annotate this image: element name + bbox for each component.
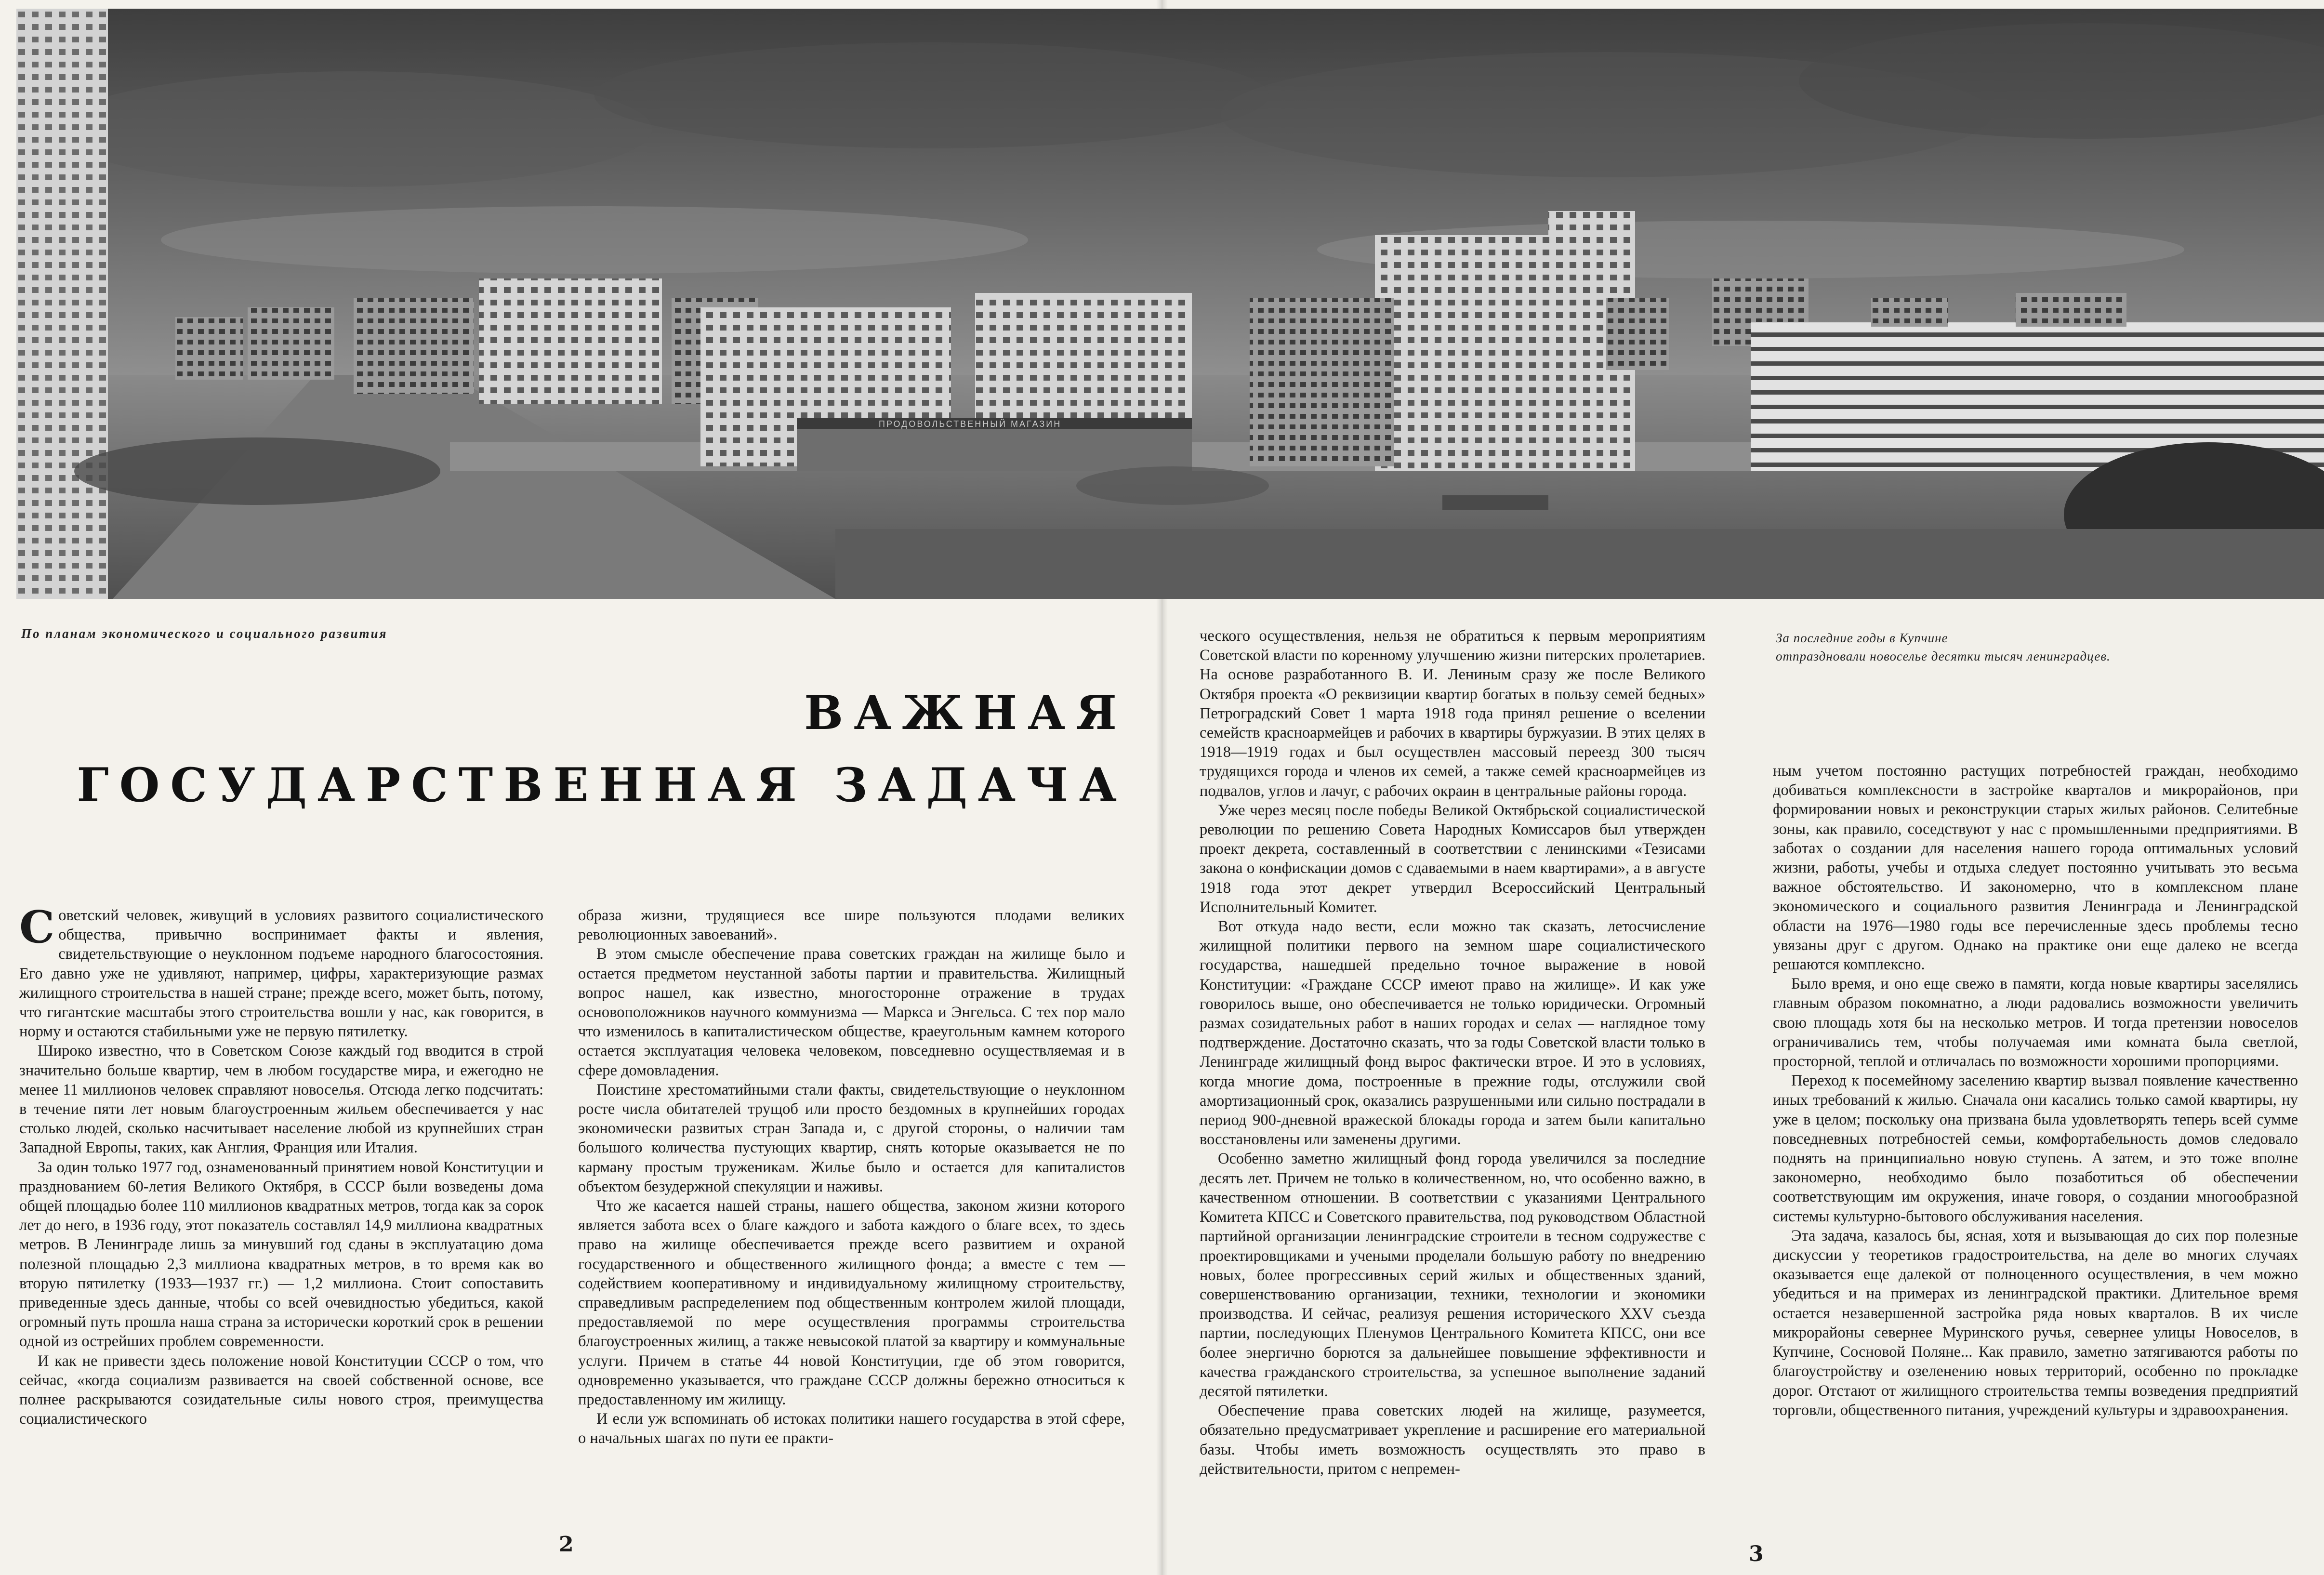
store-sign: ПРОДОВОЛЬСТВЕННЫЙ МАГАЗИН	[879, 419, 1062, 429]
paragraph: Переход к посемейному заселению квартир вызвал появление качественно иных требований к жилью. Сначала они касались только самой квартиры, ну уже в целом; поскольку она призвана была удовлетворять теперь всей сумме повседневных потребностей семьи, комфортабельность домов следовало поднять на принципиально новую ступень. А затем, и это тоже вполне закономерно, необходимо было позаботиться об обеспечении соответствующим им окружения, иначе говоря, о создании многообразной системы культурно-бытового обслуживания населения.	[1773, 1072, 2298, 1225]
text-column-1	[19, 901, 543, 1429]
text-column-2	[578, 906, 1125, 1448]
headline-line-1: ВАЖНАЯ	[804, 686, 1127, 740]
paragraph: Обеспечение права советских людей на жилище, разумеется, обязательно предусматривает укрепление и расширение его материальной базы. Чтобы иметь возможность осуществлять это право в действительности, притом с непремен-	[1200, 1402, 1705, 1478]
paragraph: ным учетом постоянно растущих потребностей граждан, необходимо добиваться комплексности в застройке кварталов и микрорайонов, при формировании новых и реконструкции старых жилых районов. Селитебные зоны, как правило, соседствуют у нас с промышленными предприятиями. В заботах о создании для населения нашего города оптимальных условий жизни, работы, учебы и отдыха следует постоянно учитывать это весьма важное обстоятельство. И закономерно, что в комплексном плане экономического и социального развития Ленинграда и Ленинградской области на 1976—1980 годы все перечисленные здесь проблемы тесно увязаны друг с другом. Однако на практике они еще далеко не всегда решаются комплексно.	[1773, 762, 2298, 974]
paragraph: И если уж вспоминать об истоках политики нашего государства в этой сфере, о начальных шагах по пути ее практи-	[578, 1410, 1125, 1447]
paragraph: Поистине хрестоматийными стали факты, свидетельствующие о неуклонном росте числа обитателей трущоб или просто бездомных в крупнейших городах экономически развитых стран Запада и, с другой стороны, о наличии там большого количества пустующих квартир, снять которые оказывается не по карману простым труженикам. Жилье было и остается для капиталистов объектом безудержной спекуляции и наживы.	[578, 1081, 1125, 1195]
paragraph: Вот откуда надо вести, если можно так сказать, летосчисление жилищной политики первого на земном шаре социалистического государства, нашедшей предельно точное выражение в новой Конституции: «Граждане СССР имеют право на жилище». И как уже говорилось выше, оно обеспечивается не только юридически. Огромный размах созидательных работ в наших городах и селах — наглядное тому подтверждение. Достаточно сказать, что за годы Советской власти только в Ленинграде жилищный фонд вырос фактически втрое. И это в условиях, когда многие дома, построенные в прежние годы, отслужили свой амортизационный срок, оказались разрушенными или сильно пострадали в период 900-дневной вражеской блокады города и затем были капитально восстановлены или заменены другими.	[1200, 918, 1705, 1149]
paragraph: Особенно заметно жилищный фонд города увеличился за последние десять лет. Причем не только в количественном, но, что особенно важно, в качественном отношении. В соответствии с указаниями Центрального Комитета КПСС и Советского правительства, под руководством Областной партийной организации ленинградские строители в тесном содружестве с проектировщиками и учеными проделали большую работу по внедрению новых, более прогрессивных серий жилых и общественных зданий, совершенствованию организации, техники, технологии и экономики производства. И сейчас, реализуя решения исторического XXV съезда партии, последующих Пленумов Центрального Комитета КПСС, они все более энергично борются за дальнейшее повышение эффективности и качества гражданского строительства, за успешное выполнение заданий десятой пятилетки.	[1200, 1150, 1705, 1400]
photo-caption-right	[1776, 629, 2306, 665]
photo-icon	[16, 9, 2324, 599]
paragraph: В этом смысле обеспечение права советских граждан на жилище было и остается предметом неустанной заботы партии и правительства. Жилищный вопрос нашел, как известно, многосторонне отражение в трудах основоположников научного коммунизма — Маркса и Энгельса. С тех пор мало что изменилось в капиталистическом обществе, краеугольным камнем которого остается эксплуатация человека человеком, повседневно осуществляемая и в сфере домовладения.	[578, 945, 1125, 1079]
article-headline	[14, 677, 1127, 821]
paragraph: И как не привести здесь положение новой Конституции СССР о том, что сейчас, «когда социализм развивается на своей собственной основе, все полнее раскрываются созидательные силы нового строя, преимущества социалистического	[19, 1352, 543, 1428]
page-number-left: 2	[559, 1532, 574, 1557]
caption-right-line2: отпраздновали новоселье десятки тысяч ленинградцев.	[1776, 649, 2111, 663]
paragraph: образа жизни, трудящиеся все шире пользуются плодами великих революционных завоеваний».	[578, 907, 1125, 944]
paragraph: За один только 1977 год, ознаменованный принятием новой Конституции и празднованием 60-летия Великого Октября, в СССР были возведены дома общей площадью более 110 миллионов квадратных метров, тогда как за сорок лет до него, в 1936 году, этот показатель составлял 14,9 миллиона квадратных метров. В Ленинграде лишь за минувший год сданы в эксплуатацию дома полезной площадью 2,3 миллиона квадратных метров, в то время как во вторую пятилетку (1933—1937 гг.) — 1,2 миллиона. Стоит сопоставить приведенные здесь данные, чтобы со всей очевидностью убедиться, какой огромный путь прошла наша страна за исторически короткий срок в решении одной из острейших проблем современности.	[19, 1158, 543, 1350]
paragraph	[19, 901, 543, 1041]
text-column-3	[1200, 626, 1705, 1479]
text-column-4	[1773, 761, 2298, 1420]
paragraph: Было время, и оно еще свежо в памяти, когда новые квартиры заселялись главным образом покомнатно, а люди радовались возможности увеличить свою площадь хотя бы на несколько метров. И тогда претензии новоселов ограничивались тем, чтобы получаемая ими комната была светлой, просторной, теплой и отличалась по возможности хорошими пропорциями.	[1773, 975, 2298, 1071]
paragraph: Эта задача, казалось бы, ясная, хотя и вызывающая до сих пор полезные дискуссии у теоретиков градостроительства, на деле во многих случаях оказывается еще далекой от полноценного осуществления, в чем можно убедиться и на примерах из ленинградской практики. Длительное время остается незавершенной застройка ряда новых кварталов. В их числе микрорайоны севернее Муринского ручья, севернее улицы Новоселов, в Купчине, Сосновой Поляне... Как правило, заметно затягиваются работы по благоустройству и озеленению новых территорий, особенно по прокладке дорог. Отстают от жилищного строительства темпы возведения предприятий торговли, общественного питания, учреждений культуры и здравоохранения.	[1773, 1227, 2298, 1419]
paragraph: Широко известно, что в Советском Союзе каждый год вводится в строй значительно больше квартир, чем в любом государстве мира, и ежегодно не менее 11 миллионов человек справляют новоселья. Отсюда легко подсчитать: в течение пяти лет новым благоустроенным жильем обеспечивается у нас столько людей, сколько насчитывает население любой из крупнейших стран Западной Европы, таких, как Англия, Франция или Италия.	[19, 1042, 543, 1157]
paragraph-text: оветский человек, живущий в условиях развитого социалистического общества, привычно воспринимает факты и явления, свидетельствующие о неуклонном подъеме народного благосостояния. Его давно уже не удивляют, например, цифры, характеризующие размах жилищного строительства в нашей стране; прежде всего, может быть, потому, что гигантские масштабы этого строительства вошли у нас, как говорится, в норму и остаются стабильными уже не первую пятилетку.	[19, 907, 543, 1041]
photo-caption-left: По планам экономического и социального развития	[21, 626, 388, 641]
paragraph: Что же касается нашей страны, нашего общества, законом жизни которого является забота всех о благе каждого и забота каждого о благе всех, то здесь право на жилище обеспечивается прежде всего развитием и охраной государственного и общественного жилищного фонда; а вместе с тем — содействием кооперативному и индивидуальному жилищному строительству, справедливым распределением под общественным контролем жилой площади, предоставляемой по мере осуществления программы строительства благоустроенных жилищ, а также невысокой платой за квартиру и коммунальные услуги. Причем в статье 44 новой Конституции, где об этом говорится, одновременно указывается, что граждане СССР должны бережно относиться к предоставленному им жилищу.	[578, 1197, 1125, 1409]
page-number-right: 3	[1749, 1542, 1764, 1566]
caption-right-line1: За последние годы в Купчине	[1776, 631, 1948, 645]
drop-cap: С	[19, 901, 55, 953]
panorama-photo	[16, 9, 2324, 599]
paragraph: Уже через месяц после победы Великой Октябрьской социалистической революции по решению Совета Народных Комиссаров был утвержден проект декрета, составленный в соответствии с ленинскими «Тезисами закона о конфискации домов с сдаваемыми в наем квартирами», а в августе 1918 года этот декрет утвердил Всероссийский Центральный Исполнительный Комитет.	[1200, 801, 1705, 916]
paragraph: ческого осуществления, нельзя не обратиться к первым мероприятиям Советской власти по коренному улучшению жизни питерских пролетариев. На основе разработанного В. И. Лениным сразу же после Великого Октября проекта «О реквизиции квартир богатых в пользу семей бедных» Петроградский Совет 1 марта 1918 года принял решение о вселении семейств красноармейцев и рабочих в квартиры буржуазии. В этих целях в 1918—1919 годах и был осуществлен массовый переезд 300 тысяч трудящихся города и членов их семей, а также семей красноармейцев из подвалов, углов и лачуг, с рабочих окраин в центральные районы города.	[1200, 627, 1705, 800]
headline-line-2: ГОСУДАРСТВЕННАЯ ЗАДАЧА	[77, 758, 1127, 812]
